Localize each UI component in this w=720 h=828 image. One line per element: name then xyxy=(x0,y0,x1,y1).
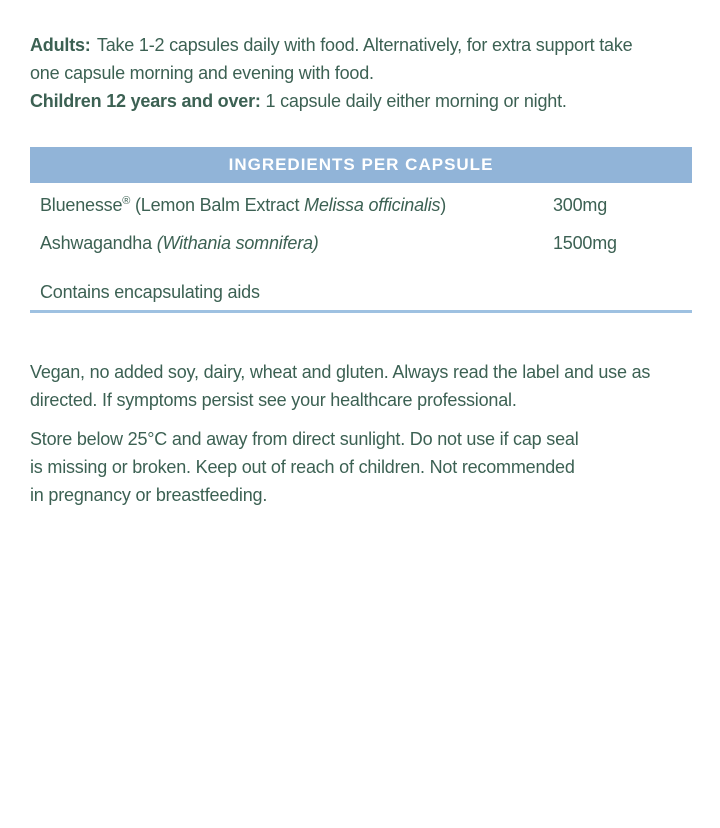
ingredient-row-ashwagandha xyxy=(30,229,692,257)
storage-warning-line3: in pregnancy or breastfeeding. xyxy=(30,485,268,505)
registered-trademark-symbol: ® xyxy=(122,195,131,207)
directions-children-line xyxy=(30,87,692,115)
ingredients-header-title: INGREDIENTS PER CAPSULE xyxy=(228,155,494,174)
ingredient-botanical-name: (Withania somnifera) xyxy=(156,233,319,253)
children-text: 1 capsule daily either morning or night. xyxy=(265,91,567,111)
ingredient-amount-ashwagandha: 1500mg xyxy=(553,233,617,253)
allergen-advisory-line1: Vegan, no added soy, dairy, wheat and gluten. Always read the label and use as xyxy=(30,362,651,382)
encapsulating-aids-note xyxy=(30,278,692,313)
children-label: Children 12 years and over: xyxy=(30,91,261,111)
storage-warning-line1: Store below 25°C and away from direct sunlight. Do not use if cap seal xyxy=(30,429,579,449)
adults-label: Adults: xyxy=(30,35,91,55)
encapsulating-aids-text: Contains encapsulating aids xyxy=(40,282,260,302)
ingredient-botanical-name: Melissa officinalis xyxy=(304,195,441,215)
ingredient-name-text: Ashwagandha xyxy=(40,233,157,253)
directions-adults-line1 xyxy=(30,31,692,59)
ingredient-name-close: ) xyxy=(440,195,447,215)
ingredient-amount-bluenesse: 300mg xyxy=(553,195,608,215)
allergen-advisory-line2: directed. If symptoms persist see your healthcare professional. xyxy=(30,390,517,410)
allergen-advisory-paragraph xyxy=(30,358,692,414)
storage-warning-paragraph xyxy=(30,425,692,509)
ingredient-name-mid: (Lemon Balm Extract xyxy=(134,195,305,215)
directions-block xyxy=(30,31,692,115)
ingredient-row-bluenesse xyxy=(30,191,692,219)
adults-line1-text: Take 1-2 capsules daily with food. Alternatively, for extra support take xyxy=(96,35,633,55)
ingredient-name-text: Bluenesse xyxy=(40,195,123,215)
storage-warning-line2: is missing or broken. Keep out of reach of children. Not recommended xyxy=(30,457,575,477)
directions-adults-line2: one capsule morning and evening with food. xyxy=(30,63,374,83)
ingredients-header-bar xyxy=(30,147,692,183)
